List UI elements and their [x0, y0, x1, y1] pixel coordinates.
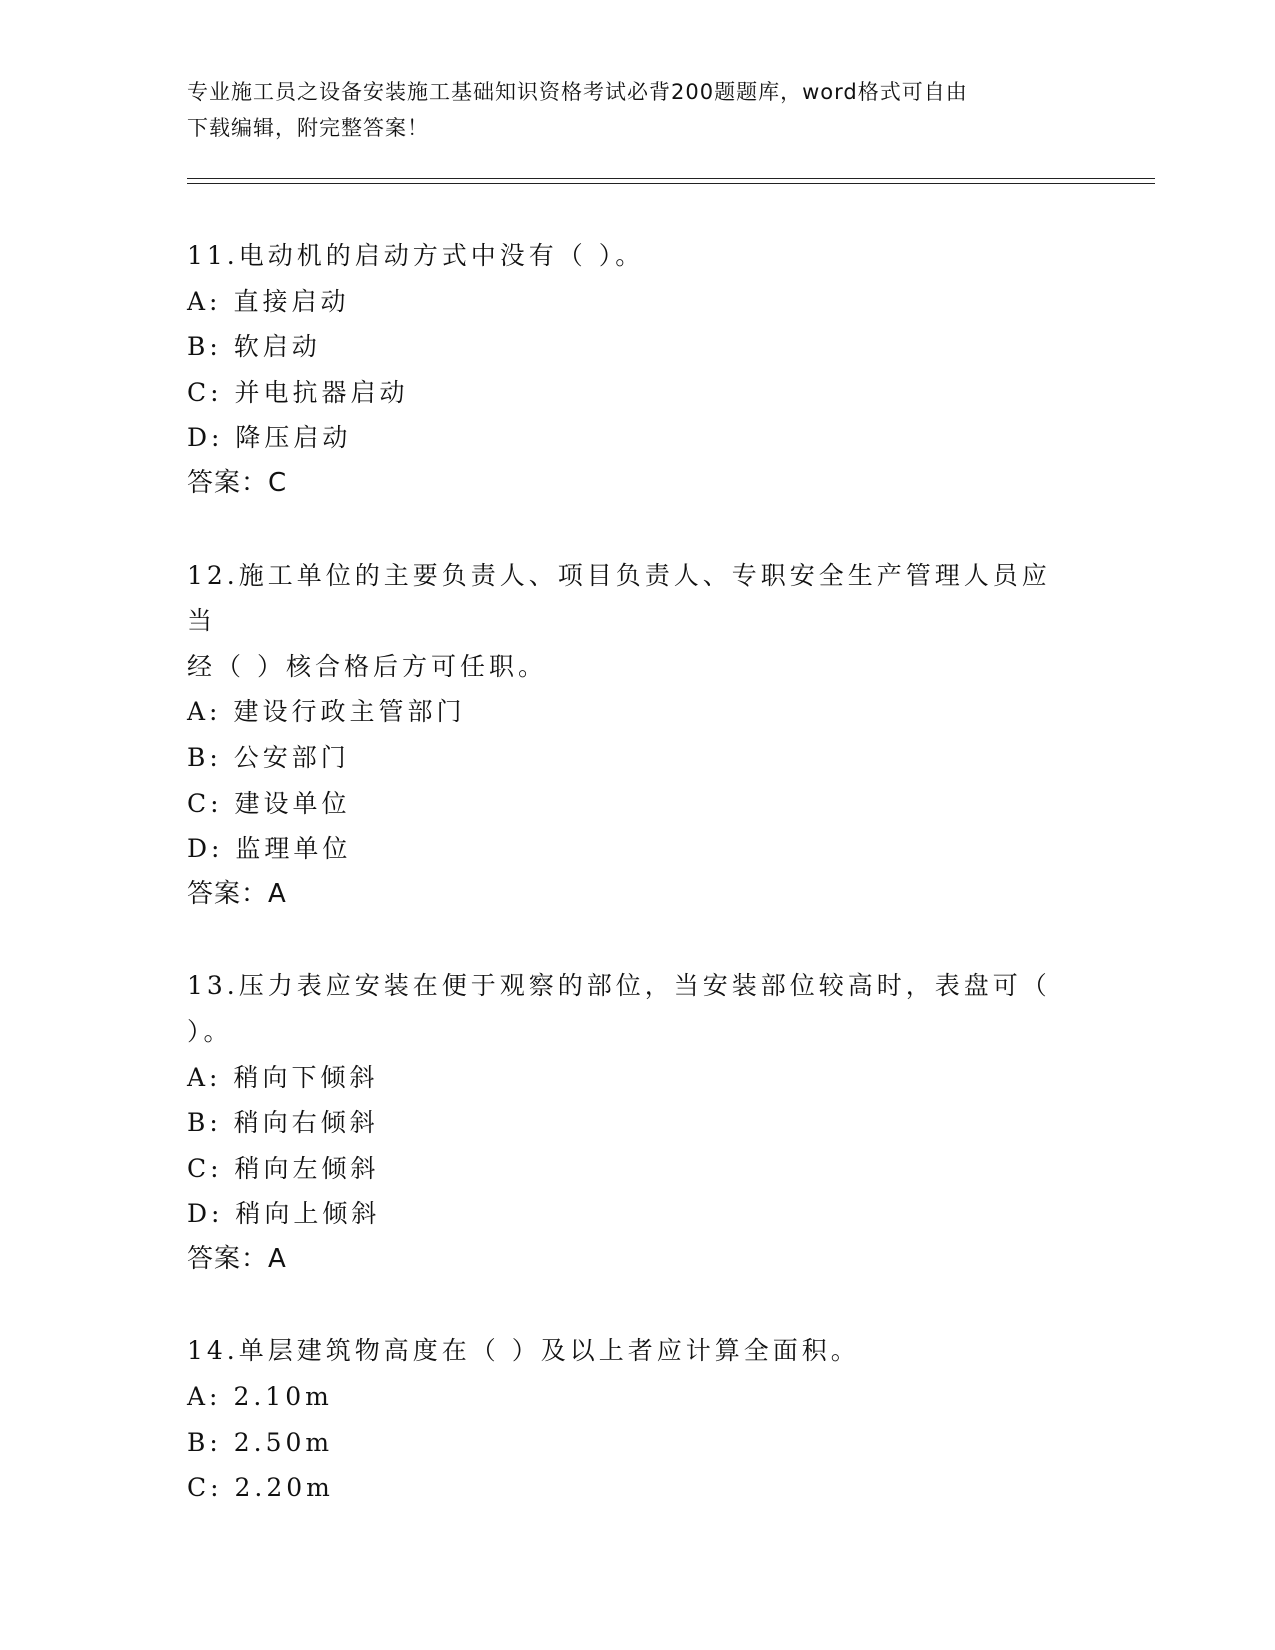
- answer: 答案：A: [187, 1243, 287, 1274]
- question-12: [187, 553, 1087, 918]
- option-c: [187, 1465, 1087, 1511]
- option-key: B:: [187, 1108, 222, 1138]
- option-a: [187, 689, 1087, 735]
- option-text: 公安部门: [233, 742, 350, 772]
- option-a: [187, 1055, 1087, 1101]
- question-stem-continued: 经（ ）核合格后方可任职。: [187, 651, 547, 681]
- option-key: A:: [187, 697, 222, 727]
- option-key: B:: [187, 332, 222, 362]
- option-key: C:: [187, 788, 223, 818]
- question-stem-continued: ）。: [187, 1016, 233, 1046]
- question-11: [187, 233, 1087, 507]
- option-key: C:: [187, 1153, 223, 1183]
- answer: 答案：C: [187, 467, 288, 498]
- option-key: D:: [187, 834, 224, 864]
- question-stem: 13.压力表应安装在便于观察的部位，当安装部位较高时，表盘可（: [187, 971, 1051, 1001]
- option-b: [187, 324, 1087, 370]
- option-text: 稍向左倾斜: [234, 1153, 380, 1183]
- option-text: 建设行政主管部门: [233, 697, 466, 727]
- option-text: 并电抗器启动: [234, 377, 409, 407]
- question-list: [187, 233, 1087, 1557]
- option-d: [187, 826, 1087, 872]
- option-text: 直接启动: [233, 286, 350, 316]
- document-header: [187, 74, 1087, 146]
- question-13: [187, 963, 1087, 1282]
- option-key: C:: [187, 1473, 223, 1503]
- option-text: 2.20m: [234, 1473, 334, 1503]
- option-text: 2.50m: [233, 1427, 334, 1457]
- option-text: 稍向右倾斜: [233, 1108, 379, 1138]
- option-a: [187, 1374, 1087, 1420]
- option-b: [187, 735, 1087, 781]
- option-key: D:: [187, 1199, 224, 1229]
- option-d: [187, 415, 1087, 461]
- option-key: D:: [187, 423, 224, 453]
- question-stem: 11.电动机的启动方式中没有（ ）。: [187, 241, 645, 270]
- header-line-2: 下载编辑，附完整答案！: [187, 116, 429, 140]
- option-key: A:: [187, 1382, 222, 1412]
- option-key: B:: [187, 1427, 222, 1457]
- option-key: C:: [187, 377, 223, 407]
- option-a: [187, 279, 1087, 325]
- option-text: 稍向上倾斜: [235, 1199, 381, 1229]
- option-key: A:: [187, 286, 222, 316]
- option-c: [187, 370, 1087, 416]
- option-text: 稍向下倾斜: [233, 1062, 379, 1092]
- option-key: A:: [187, 1062, 222, 1092]
- option-c: [187, 1146, 1087, 1192]
- option-text: 监理单位: [235, 834, 352, 864]
- header-divider-bottom: [187, 183, 1155, 184]
- option-c: [187, 781, 1087, 827]
- option-text: 建设单位: [234, 788, 351, 818]
- option-text: 降压启动: [235, 423, 352, 453]
- option-b: [187, 1100, 1087, 1146]
- option-b: [187, 1420, 1087, 1466]
- answer: 答案：A: [187, 878, 287, 909]
- option-text: 软启动: [233, 332, 321, 362]
- question-stem: 14.单层建筑物高度在（ ）及以上者应计算全面积。: [187, 1336, 860, 1366]
- question-stem: 12.施工单位的主要负责人、项目负责人、专职安全生产管理人员应当: [187, 560, 1051, 636]
- option-key: B:: [187, 742, 222, 772]
- header-divider-top: [187, 178, 1155, 179]
- option-d: [187, 1191, 1087, 1237]
- question-14: [187, 1328, 1087, 1510]
- option-text: 2.10m: [233, 1382, 333, 1412]
- header-line-1: 专业施工员之设备安装施工基础知识资格考试必背200题题库，word格式可自由: [187, 80, 968, 104]
